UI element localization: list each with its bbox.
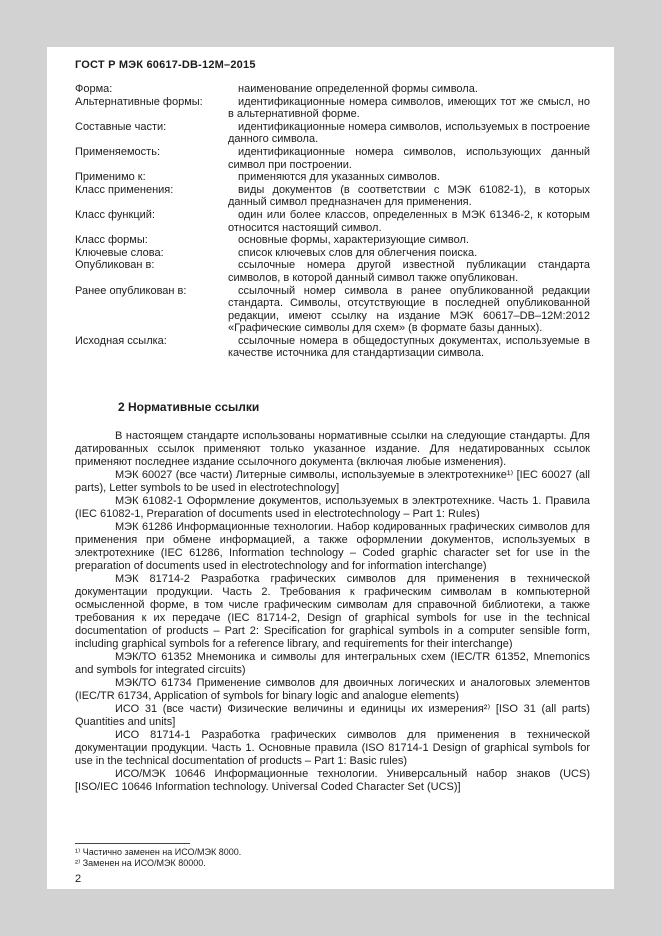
definition-row: [75, 335, 590, 360]
definition-row: [75, 96, 590, 121]
definition-term: Составные части:: [75, 120, 167, 133]
definition-row: [75, 209, 590, 234]
definition-desc: ссылочный номер символа в ранее опубликованной редакции стандарта. Символы, отсутствующие в последней опубликованной редакции, имеют ссылку на издание МЭК 60617–DB–12M:2012 «Графические символы для схем» (в формате базы данных).: [228, 284, 590, 335]
section-heading: 2 Нормативные ссылки: [118, 400, 260, 415]
definition-desc: применяются для указанных символов.: [238, 171, 440, 184]
paragraph: МЭК 81714-2 Разработка графических символов для применения в технической документации продукции. Часть 2. Требования к графическим символам в компьютерной осмысленной форме, в том числе графическим символам для справочной библиотеки, а также требования к их передаче (IEC 81714-2, Design of graphical symbols for use in the technical documentation of products – Part 2: Specification for graphical symbols in a computer sensible form, including graphical symbols for a reference library, and requirements for their interchange): [75, 573, 590, 651]
definition-desc: ссылочные номера в общедоступных документах, используемые в качестве источника для стандартизации символа.: [228, 334, 590, 360]
definition-desc: основные формы, характеризующие символ.: [238, 234, 469, 247]
paragraph: МЭК 61082-1 Оформление документов, используемых в электротехнике. Часть 1. Правила (IEC 61082-1, Preparation of documents used in electrotechnology – Part 1: Rules): [75, 495, 590, 521]
definition-term: Ключевые слова:: [75, 246, 164, 259]
footnote: ¹⁾ Частично заменен на ИСО/МЭК 8000.: [75, 847, 242, 857]
document-page: [47, 47, 614, 889]
definition-term: Альтернативные формы:: [75, 95, 203, 108]
definition-term: Класс функций:: [75, 208, 155, 221]
definition-row: [75, 146, 590, 171]
definition-row: [75, 234, 590, 247]
definition-row: [75, 285, 590, 335]
definition-desc: идентификационные номера символов, использующих данный символ при построении.: [228, 145, 590, 171]
footnote: ²⁾ Заменен на ИСО/МЭК 80000.: [75, 858, 206, 868]
paragraph: ИСО 31 (все части) Физические величины и единицы их измерения²⁾ [ISO 31 (all parts) Quantities and units]: [75, 703, 590, 729]
definition-row: [75, 83, 590, 96]
definition-desc: идентификационные номера символов, имеющих тот же смысл, но в альтернативной форме.: [228, 95, 590, 121]
paragraph: МЭК/ТО 61352 Мнемоника и символы для интегральных схем (IEC/TR 61352, Mnemonics and symbols for integrated circuits): [75, 651, 590, 677]
definition-row: [75, 184, 590, 209]
definition-row: [75, 171, 590, 184]
definition-desc: список ключевых слов для облегчения поиска.: [238, 246, 478, 259]
definition-term: Класс применения:: [75, 183, 174, 196]
paragraph: В настоящем стандарте использованы нормативные ссылки на следующие стандарты. Для датированных ссылок применяют только указанное издание. Для недатированных ссылок применяют последнее издание ссылочного документа (включая любые изменения).: [75, 430, 590, 469]
paragraph: ИСО 81714-1 Разработка графических символов для применения в технической документации продукции. Часть 1. Основные правила (ISO 81714-1 Design of graphical symbols for use in the technical documentation of products – Part 1: Basic rules): [75, 729, 590, 768]
definition-term: Класс формы:: [75, 234, 148, 247]
footnote-separator: [75, 843, 190, 844]
definition-row: [75, 121, 590, 146]
paragraph: ИСО/МЭК 10646 Информационные технологии. Универсальный набор знаков (UCS) [ISO/IEC 10646 Information technology. Universal Coded Character Set (UCS)]: [75, 768, 590, 794]
paragraph: МЭК 60027 (все части) Литерные символы, используемые в электротехнике¹⁾ [IEC 60027 (all parts), Letter symbols to be used in electrotechnology]: [75, 469, 590, 495]
definition-list: [75, 83, 590, 360]
definition-term: Ранее опубликован в:: [75, 284, 187, 297]
document-header: ГОСТ Р МЭК 60617-DB-12M–2015: [75, 59, 256, 71]
paragraph: МЭК/ТО 61734 Применение символов для двоичных логических и аналоговых элементов (IEC/TR 61734, Application of symbols for binary logic and analogue elements): [75, 677, 590, 703]
definition-term: Форма:: [75, 83, 113, 95]
paragraph: МЭК 61286 Информационные технологии. Набор кодированных графических символов для применения при обмене информацией, а также оформлении документов, используемых в электротехнике (IEC 61286, Information technology – Coded graphic character set for use in the preparation of documents used in electrotechnology and for information interchange): [75, 521, 590, 573]
definition-term: Применимо к:: [75, 171, 146, 184]
section-body: [75, 430, 590, 794]
definition-desc: виды документов (в соответствии с МЭК 61082-1), в которых данный символ предназначен для применения.: [228, 183, 590, 209]
definition-term: Применяемость:: [75, 145, 161, 158]
definition-desc: идентификационные номера символов, используемых в построение данного символа.: [228, 120, 590, 146]
definition-desc: ссылочные номера другой известной публикации стандарта символов, в которой данный символ также опубликован.: [228, 259, 590, 284]
page-footer: [75, 843, 590, 885]
definition-term: Исходная ссылка:: [75, 334, 167, 347]
definition-desc: наименование определенной формы символа.: [238, 83, 478, 95]
definition-term: Опубликован в:: [75, 259, 155, 272]
definition-row: [75, 247, 590, 260]
definition-row: [75, 259, 590, 284]
page-number: 2: [75, 873, 82, 885]
definition-desc: один или более классов, определенных в МЭК 61346-2, к которым относится настоящий символ.: [228, 208, 590, 234]
